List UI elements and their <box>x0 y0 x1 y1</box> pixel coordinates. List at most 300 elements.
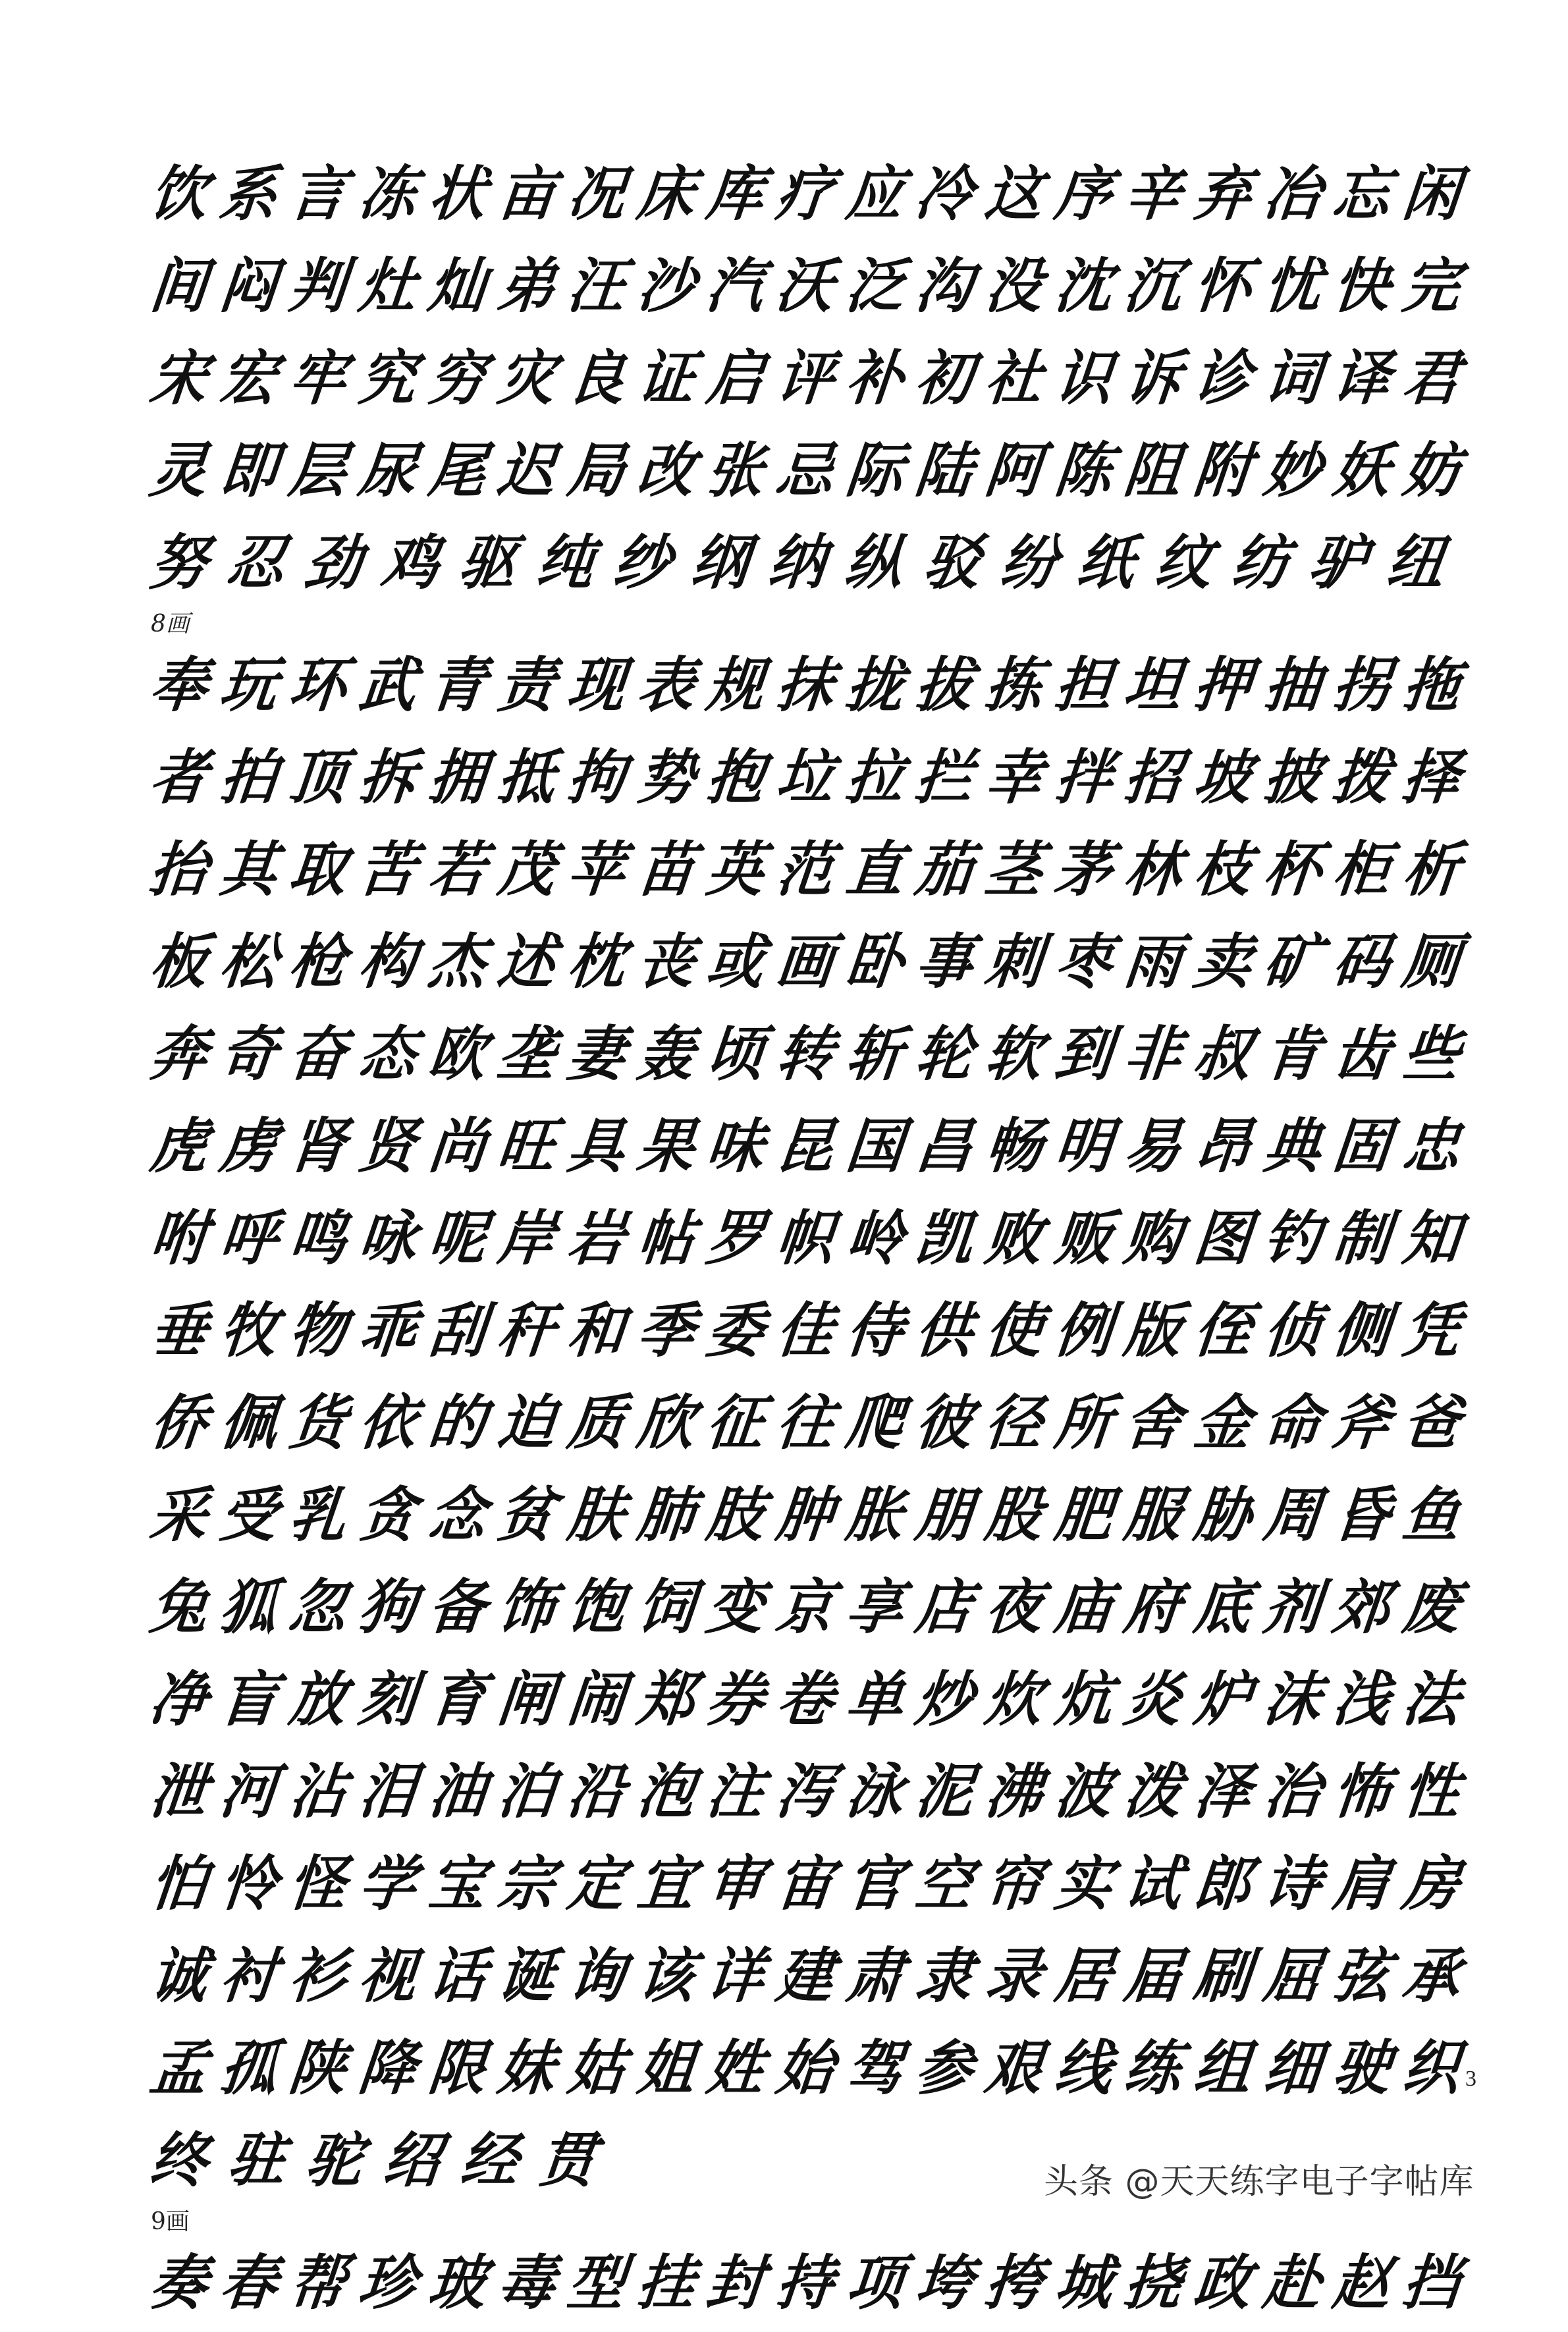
practice-character: 泛 <box>842 251 907 321</box>
practice-character: 拌 <box>1051 742 1116 813</box>
practice-character: 物 <box>286 1295 350 1366</box>
practice-character: 库 <box>703 159 768 229</box>
practice-character: 纵 <box>842 528 907 598</box>
practice-character: 灿 <box>425 251 489 321</box>
practice-character: 彼 <box>912 1388 977 1458</box>
practice-character: 奏 <box>146 2248 211 2318</box>
practice-character: 刷 <box>1190 1941 1255 2011</box>
practice-character: 肯 <box>1260 1019 1324 1089</box>
practice-character: 岸 <box>495 1203 559 1274</box>
practice-character: 府 <box>1121 1572 1185 1642</box>
practice-character: 炎 <box>1121 1664 1185 1735</box>
practice-character: 侨 <box>146 1388 211 1458</box>
practice-character: 评 <box>772 343 838 414</box>
practice-character: 茎 <box>981 834 1046 905</box>
practice-character: 茂 <box>495 834 559 905</box>
practice-character: 陈 <box>1051 435 1116 506</box>
character-row <box>148 916 1462 1008</box>
practice-character: 卷 <box>772 1664 838 1735</box>
practice-character: 命 <box>1260 1388 1324 1458</box>
practice-character: 板 <box>146 927 211 997</box>
practice-character: 夜 <box>981 1572 1046 1642</box>
practice-character: 货 <box>286 1388 350 1458</box>
practice-character: 肃 <box>842 1941 907 2011</box>
practice-character: 昆 <box>772 1111 838 1181</box>
practice-character: 降 <box>355 2033 420 2103</box>
practice-character: 舍 <box>1121 1388 1185 1458</box>
practice-character: 项 <box>842 2248 907 2318</box>
practice-character: 抵 <box>495 742 559 813</box>
practice-character: 性 <box>1399 1756 1463 1827</box>
practice-character: 依 <box>355 1388 420 1458</box>
practice-character: 艰 <box>981 2033 1046 2103</box>
practice-character: 诚 <box>146 1941 211 2011</box>
practice-character: 诞 <box>495 1941 559 2011</box>
practice-character: 妨 <box>1399 435 1463 506</box>
practice-character: 型 <box>564 2248 629 2318</box>
practice-character: 挂 <box>634 2248 698 2318</box>
practice-character: 昂 <box>1190 1111 1255 1181</box>
character-row <box>148 1654 1462 1746</box>
practice-character: 忍 <box>224 528 288 598</box>
practice-character: 若 <box>425 834 489 905</box>
practice-character: 枪 <box>286 927 350 997</box>
practice-character: 衬 <box>216 1941 281 2011</box>
practice-character: 言 <box>286 159 350 229</box>
practice-character: 定 <box>564 1849 629 1919</box>
practice-character: 矿 <box>1260 927 1324 997</box>
practice-character: 畅 <box>981 1111 1046 1181</box>
practice-character: 沟 <box>912 251 977 321</box>
character-sheet <box>148 148 1462 2329</box>
practice-character: 驱 <box>456 528 520 598</box>
practice-character: 怪 <box>286 1849 350 1919</box>
practice-character: 冷 <box>912 159 977 229</box>
practice-character: 快 <box>1330 251 1394 321</box>
practice-character: 岩 <box>564 1203 629 1274</box>
practice-character: 姐 <box>634 2033 698 2103</box>
practice-character: 胁 <box>1190 1480 1255 1550</box>
practice-character: 英 <box>703 834 768 905</box>
practice-character: 侄 <box>1190 1295 1255 1366</box>
section-7-strokes-continued <box>148 148 1462 609</box>
practice-character: 肿 <box>772 1480 838 1550</box>
practice-character: 抱 <box>703 742 768 813</box>
practice-character: 呢 <box>425 1203 489 1274</box>
practice-character: 改 <box>634 435 698 506</box>
practice-character: 帮 <box>286 2248 350 2318</box>
character-row <box>148 1377 1462 1469</box>
practice-character: 辛 <box>1121 159 1185 229</box>
practice-character: 拥 <box>425 742 489 813</box>
practice-character: 态 <box>355 1019 420 1089</box>
practice-character: 拨 <box>1330 742 1394 813</box>
practice-character: 牢 <box>286 343 350 414</box>
practice-character: 怀 <box>1190 251 1255 321</box>
practice-character: 招 <box>1121 742 1185 813</box>
practice-character: 乖 <box>355 1295 420 1366</box>
practice-character: 挎 <box>981 2248 1046 2318</box>
practice-character: 迫 <box>495 1388 559 1458</box>
practice-character: 宗 <box>495 1849 559 1919</box>
practice-character: 炒 <box>912 1664 977 1735</box>
character-row <box>148 240 1462 333</box>
practice-character: 空 <box>912 1849 977 1919</box>
practice-character: 国 <box>842 1111 907 1181</box>
practice-character: 往 <box>772 1388 838 1458</box>
practice-character: 奇 <box>216 1019 281 1089</box>
practice-character: 枕 <box>564 927 629 997</box>
practice-character: 乳 <box>286 1480 350 1550</box>
practice-character: 泼 <box>1121 1756 1185 1827</box>
practice-character: 拐 <box>1330 650 1394 720</box>
practice-character: 枝 <box>1190 834 1255 905</box>
practice-character: 该 <box>634 1941 698 2011</box>
practice-character: 炉 <box>1190 1664 1255 1735</box>
practice-character: 枣 <box>1051 927 1116 997</box>
practice-character: 拦 <box>912 742 977 813</box>
practice-character: 押 <box>1190 650 1255 720</box>
practice-character: 绍 <box>379 2125 445 2196</box>
practice-character: 使 <box>981 1295 1046 1366</box>
practice-character: 灾 <box>495 343 559 414</box>
practice-character: 肺 <box>634 1480 698 1550</box>
practice-character: 泡 <box>634 1756 698 1827</box>
practice-character: 败 <box>981 1203 1046 1274</box>
practice-character: 驴 <box>1306 528 1370 598</box>
practice-character: 鱼 <box>1399 1480 1463 1550</box>
practice-character: 话 <box>425 1941 489 2011</box>
practice-character: 河 <box>216 1756 281 1827</box>
practice-character: 构 <box>355 927 420 997</box>
practice-character: 亩 <box>495 159 559 229</box>
practice-character: 放 <box>286 1664 350 1735</box>
practice-character: 穷 <box>425 343 489 414</box>
practice-character: 冻 <box>355 159 420 229</box>
practice-character: 沈 <box>1051 251 1116 321</box>
practice-character: 爬 <box>842 1388 907 1458</box>
practice-character: 虏 <box>216 1111 281 1181</box>
practice-character: 岭 <box>842 1203 907 1274</box>
practice-character: 线 <box>1051 2033 1116 2103</box>
practice-character: 柜 <box>1330 834 1394 905</box>
practice-character: 贯 <box>535 2125 600 2196</box>
character-row <box>148 1561 1462 1654</box>
practice-character: 宋 <box>146 343 211 414</box>
practice-character: 限 <box>425 2033 489 2103</box>
practice-character: 妻 <box>564 1019 629 1089</box>
practice-character: 轰 <box>634 1019 698 1089</box>
practice-character: 终 <box>146 2125 211 2196</box>
practice-character: 郑 <box>634 1664 698 1735</box>
practice-character: 没 <box>981 251 1046 321</box>
practice-character: 幸 <box>981 742 1046 813</box>
practice-character: 刺 <box>981 927 1046 997</box>
practice-character: 咏 <box>355 1203 420 1274</box>
practice-character: 录 <box>981 1941 1046 2011</box>
practice-character: 纺 <box>1228 528 1293 598</box>
practice-character: 画 <box>772 927 838 997</box>
practice-character: 怕 <box>146 1849 211 1919</box>
practice-character: 具 <box>564 1111 629 1181</box>
section-9-strokes <box>148 2237 1462 2329</box>
practice-character: 层 <box>286 435 350 506</box>
practice-character: 股 <box>981 1480 1046 1550</box>
practice-character: 迟 <box>495 435 559 506</box>
practice-character: 径 <box>981 1388 1046 1458</box>
practice-character: 社 <box>981 343 1046 414</box>
practice-character: 闸 <box>495 1664 559 1735</box>
practice-character: 应 <box>842 159 907 229</box>
practice-character: 味 <box>703 1111 768 1181</box>
practice-character: 青 <box>425 650 489 720</box>
practice-character: 泳 <box>842 1756 907 1827</box>
character-row <box>148 2237 1462 2329</box>
practice-character: 直 <box>842 834 907 905</box>
character-row <box>148 1930 1462 2022</box>
practice-character: 卖 <box>1190 927 1255 997</box>
practice-character: 郎 <box>1190 1849 1255 1919</box>
practice-character: 事 <box>912 927 977 997</box>
practice-character: 范 <box>772 834 838 905</box>
practice-character: 胀 <box>842 1480 907 1550</box>
practice-character: 纱 <box>610 528 674 598</box>
practice-character: 炊 <box>981 1664 1046 1735</box>
practice-character: 佩 <box>216 1388 281 1458</box>
practice-character: 初 <box>912 343 977 414</box>
character-row <box>148 425 1462 517</box>
practice-character: 析 <box>1399 834 1463 905</box>
character-row <box>148 2022 1462 2115</box>
practice-character: 担 <box>1051 650 1116 720</box>
practice-character: 侦 <box>1260 1295 1324 1366</box>
practice-character: 知 <box>1399 1203 1463 1274</box>
practice-character: 官 <box>842 1849 907 1919</box>
practice-character: 沫 <box>1260 1664 1324 1735</box>
practice-character: 虎 <box>146 1111 211 1181</box>
practice-character: 抬 <box>146 834 211 905</box>
practice-character: 图 <box>1190 1203 1255 1274</box>
practice-character: 质 <box>564 1388 629 1458</box>
practice-character: 忌 <box>772 435 838 506</box>
practice-character: 苗 <box>634 834 698 905</box>
practice-character: 陆 <box>912 435 977 506</box>
practice-character: 昌 <box>912 1111 977 1181</box>
practice-character: 帘 <box>981 1849 1046 1919</box>
practice-character: 刻 <box>355 1664 420 1735</box>
practice-character: 软 <box>981 1019 1046 1089</box>
practice-character: 译 <box>1330 343 1394 414</box>
practice-character: 织 <box>1399 2033 1463 2103</box>
practice-character: 金 <box>1190 1388 1255 1458</box>
practice-character: 坦 <box>1121 650 1185 720</box>
practice-character: 汽 <box>703 251 768 321</box>
character-row <box>148 1008 1462 1100</box>
practice-character: 固 <box>1330 1111 1394 1181</box>
practice-character: 证 <box>634 343 698 414</box>
practice-character: 驻 <box>224 2125 289 2196</box>
practice-character: 帖 <box>634 1203 698 1274</box>
practice-character: 侍 <box>842 1295 907 1366</box>
practice-character: 忠 <box>1399 1111 1463 1181</box>
practice-character: 闹 <box>564 1664 629 1735</box>
practice-character: 欣 <box>634 1388 698 1458</box>
practice-character: 泽 <box>1190 1756 1255 1827</box>
practice-character: 宝 <box>425 1849 489 1919</box>
practice-character: 床 <box>634 159 698 229</box>
practice-character: 奔 <box>146 1019 211 1089</box>
practice-character: 妖 <box>1330 435 1394 506</box>
practice-character: 阿 <box>981 435 1046 506</box>
practice-character: 变 <box>703 1572 768 1642</box>
practice-character: 沸 <box>981 1756 1046 1827</box>
watermark-text: 头条 @天天练字电子字帖库 <box>1044 2162 1474 2202</box>
practice-character: 述 <box>495 927 559 997</box>
practice-character: 齿 <box>1330 1019 1394 1089</box>
practice-character: 季 <box>634 1295 698 1366</box>
practice-character: 盲 <box>216 1664 281 1735</box>
practice-character: 废 <box>1399 1572 1463 1642</box>
practice-character: 刮 <box>425 1295 489 1366</box>
practice-character: 疗 <box>772 159 838 229</box>
practice-character: 况 <box>564 159 629 229</box>
practice-character: 汪 <box>564 251 629 321</box>
character-row <box>148 1746 1462 1838</box>
practice-character: 详 <box>703 1941 768 2011</box>
practice-character: 底 <box>1190 1572 1255 1642</box>
practice-character: 细 <box>1260 2033 1324 2103</box>
practice-character: 始 <box>772 2033 838 2103</box>
practice-character: 妹 <box>495 2033 559 2103</box>
practice-character: 转 <box>772 1019 838 1089</box>
practice-character: 松 <box>216 927 281 997</box>
section-label-9-strokes: 9画 <box>151 2208 190 2235</box>
practice-character: 茅 <box>1051 834 1116 905</box>
character-row <box>148 639 1462 732</box>
practice-character: 识 <box>1051 343 1116 414</box>
practice-character: 封 <box>703 2248 768 2318</box>
practice-character: 侧 <box>1330 1295 1394 1366</box>
practice-character: 隶 <box>912 1941 977 2011</box>
practice-character: 兔 <box>146 1572 211 1642</box>
practice-character: 茄 <box>912 834 977 905</box>
practice-character: 良 <box>564 343 629 414</box>
practice-character: 垄 <box>495 1019 559 1089</box>
practice-character: 呼 <box>216 1203 281 1274</box>
practice-character: 顶 <box>286 742 350 813</box>
practice-character: 怜 <box>216 1849 281 1919</box>
practice-character: 试 <box>1121 1849 1185 1919</box>
section-label-8-strokes: 8画 <box>151 610 190 637</box>
practice-character: 注 <box>703 1756 768 1827</box>
practice-character: 饲 <box>634 1572 698 1642</box>
practice-character: 贤 <box>355 1111 420 1181</box>
practice-character: 饱 <box>564 1572 629 1642</box>
practice-character: 纲 <box>688 528 752 598</box>
practice-character: 陕 <box>286 2033 350 2103</box>
practice-character: 诗 <box>1260 1849 1324 1919</box>
practice-character: 尚 <box>425 1111 489 1181</box>
practice-character: 沙 <box>634 251 698 321</box>
practice-character: 姓 <box>703 2033 768 2103</box>
practice-character: 审 <box>703 1849 768 1919</box>
practice-character: 春 <box>216 2248 281 2318</box>
practice-character: 斩 <box>842 1019 907 1089</box>
practice-character: 抽 <box>1260 650 1324 720</box>
practice-character: 纹 <box>1151 528 1216 598</box>
practice-character: 纽 <box>1383 528 1447 598</box>
practice-character: 尿 <box>355 435 420 506</box>
practice-character: 拆 <box>355 742 420 813</box>
practice-character: 沾 <box>286 1756 350 1827</box>
practice-character: 朋 <box>912 1480 977 1550</box>
practice-character: 肤 <box>564 1480 629 1550</box>
practice-character: 尾 <box>425 435 489 506</box>
practice-character: 泊 <box>495 1756 559 1827</box>
practice-character: 京 <box>772 1572 838 1642</box>
practice-character: 视 <box>355 1941 420 2011</box>
practice-character: 参 <box>912 2033 977 2103</box>
practice-character: 忧 <box>1260 251 1324 321</box>
practice-character: 垃 <box>772 742 838 813</box>
practice-character: 诉 <box>1121 343 1185 414</box>
character-row <box>148 148 1462 240</box>
practice-character: 贪 <box>355 1480 420 1550</box>
practice-character: 泻 <box>772 1756 838 1827</box>
practice-character: 备 <box>425 1572 489 1642</box>
practice-character: 凭 <box>1399 1295 1463 1366</box>
practice-character: 现 <box>564 650 629 720</box>
practice-character: 词 <box>1260 343 1324 414</box>
practice-character: 非 <box>1121 1019 1185 1089</box>
practice-character: 居 <box>1051 1941 1116 2011</box>
practice-character: 叔 <box>1190 1019 1255 1089</box>
practice-character: 咐 <box>146 1203 211 1274</box>
practice-character: 弦 <box>1330 1941 1394 2011</box>
practice-character: 玻 <box>425 2248 489 2318</box>
practice-character: 即 <box>216 435 281 506</box>
practice-character: 玩 <box>216 650 281 720</box>
practice-character: 顷 <box>703 1019 768 1089</box>
practice-character: 毒 <box>495 2248 559 2318</box>
practice-character: 驳 <box>919 528 984 598</box>
practice-character: 系 <box>216 159 281 229</box>
practice-character: 佳 <box>772 1295 838 1366</box>
practice-character: 坡 <box>1190 742 1255 813</box>
practice-character: 拉 <box>842 742 907 813</box>
practice-character: 宜 <box>634 1849 698 1919</box>
practice-character: 纳 <box>765 528 829 598</box>
practice-character: 询 <box>564 1941 629 2011</box>
practice-character: 沉 <box>1121 251 1185 321</box>
practice-character: 际 <box>842 435 907 506</box>
practice-character: 纸 <box>1073 528 1139 598</box>
practice-character: 苹 <box>564 834 629 905</box>
practice-character: 轮 <box>912 1019 977 1089</box>
practice-character: 环 <box>286 650 350 720</box>
practice-character: 波 <box>1051 1756 1116 1827</box>
page-number: 3 <box>1465 2067 1476 2091</box>
practice-character: 奋 <box>286 1019 350 1089</box>
practice-character: 弃 <box>1190 159 1255 229</box>
practice-character: 念 <box>425 1480 489 1550</box>
practice-character: 昏 <box>1330 1480 1394 1550</box>
practice-character: 张 <box>703 435 768 506</box>
practice-character: 店 <box>912 1572 977 1642</box>
practice-character: 林 <box>1121 834 1185 905</box>
practice-character: 驶 <box>1330 2033 1394 2103</box>
practice-character: 孟 <box>146 2033 211 2103</box>
